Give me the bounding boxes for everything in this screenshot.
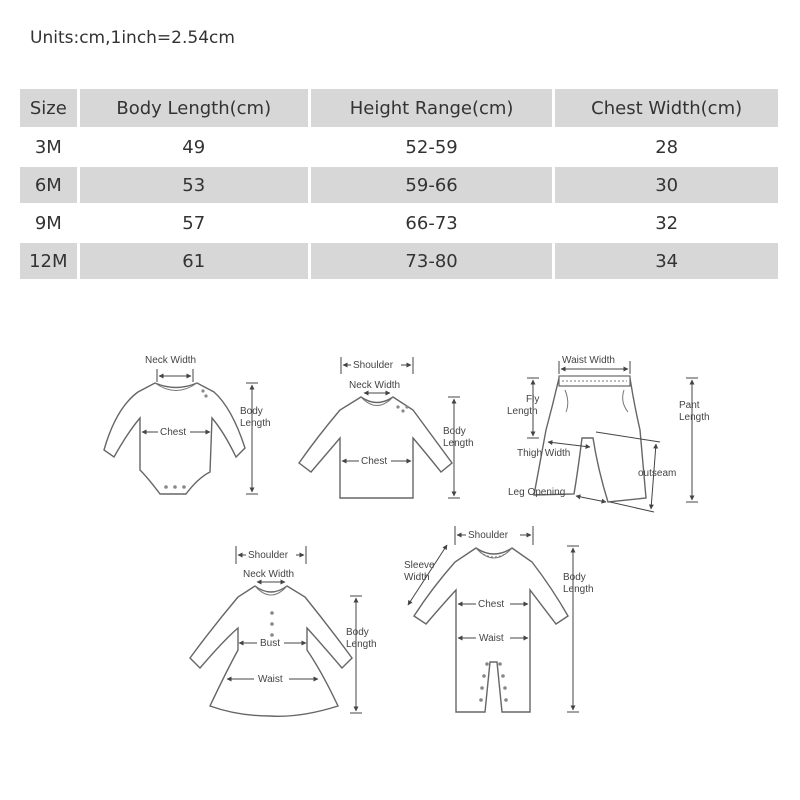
table-cell: 30: [555, 167, 778, 203]
label-neck-width: Neck Width: [243, 569, 295, 580]
table-cell: 61: [80, 243, 308, 279]
table-cell: 9M: [20, 205, 77, 241]
dress-button: [270, 611, 274, 615]
snap-button: [201, 389, 204, 392]
column-header-chest-width: Chest Width(cm): [555, 89, 778, 127]
snap-button: [396, 405, 399, 408]
label-body-length-line2: Length: [443, 438, 474, 449]
label-chest: Chest: [478, 599, 505, 610]
snap-button: [501, 674, 505, 678]
table-cell: 66-73: [311, 205, 552, 241]
bodysuit-diagram: [104, 355, 271, 494]
dress-diagram: [190, 546, 377, 716]
table-cell: 49: [80, 129, 308, 165]
label-pant-length-line2: Length: [679, 412, 710, 423]
table-cell: 73-80: [311, 243, 552, 279]
label-sleeve-width-line2: Width: [404, 572, 430, 583]
table-cell: 3M: [20, 129, 77, 165]
label-body-length-line1: Body: [443, 426, 466, 437]
table-cell: 32: [555, 205, 778, 241]
label-pant-length-line1: Pant: [679, 400, 700, 411]
table-cell: 28: [555, 129, 778, 165]
table-cell: 57: [80, 205, 308, 241]
label-body-length-line1: Body: [240, 406, 263, 417]
romper-outline: [414, 548, 568, 712]
snap-button: [405, 405, 408, 408]
label-outseam: outseam: [638, 468, 677, 479]
romper-diagram: [404, 526, 594, 712]
pants-diagram: [507, 355, 710, 512]
snap-button: [173, 485, 177, 489]
label-shoulder: Shoulder: [353, 360, 394, 371]
units-note: Units:cm,1inch=2.54cm: [30, 28, 235, 48]
tshirt-outline: [299, 397, 452, 498]
snap-button: [503, 686, 507, 690]
snap-button: [182, 485, 186, 489]
label-thigh-width: Thigh Width: [517, 448, 571, 459]
label-waist: Waist: [479, 633, 504, 644]
snap-button: [204, 394, 207, 397]
label-bust: Bust: [260, 638, 281, 649]
snap-button: [504, 698, 508, 702]
label-waist: Waist: [258, 674, 283, 685]
column-header-size: Size: [20, 89, 77, 127]
label-sleeve-width-line1: Sleeve: [404, 560, 435, 571]
snap-button: [479, 698, 483, 702]
column-header-body-length: Body Length(cm): [80, 89, 308, 127]
label-fly-length-line1: Fly: [526, 394, 540, 405]
table-cell: 12M: [20, 243, 77, 279]
snap-button: [482, 674, 486, 678]
label-waist-width: Waist Width: [562, 355, 615, 366]
dim-tick: [610, 502, 654, 512]
dress-button: [270, 622, 274, 626]
label-chest: Chest: [160, 427, 187, 438]
table-cell: 6M: [20, 167, 77, 203]
label-leg-opening: Leg Opening: [508, 487, 566, 498]
tshirt-diagram: [299, 357, 474, 498]
pants-outline: [534, 378, 646, 502]
label-shoulder: Shoulder: [248, 550, 289, 561]
label-fly-length-line2: Length: [507, 406, 538, 417]
table-cell: 52-59: [311, 129, 552, 165]
table-cell: 59-66: [311, 167, 552, 203]
snap-button: [480, 686, 484, 690]
label-chest: Chest: [361, 456, 388, 467]
snap-button: [164, 485, 168, 489]
label-body-length-line2: Length: [346, 639, 377, 650]
label-shoulder: Shoulder: [468, 530, 509, 541]
leg-opening-arrow: [576, 496, 606, 502]
bodysuit-outline: [104, 383, 245, 494]
snap-button: [485, 662, 489, 666]
snap-button: [401, 409, 404, 412]
label-neck-width: Neck Width: [349, 380, 401, 391]
table-cell: 34: [555, 243, 778, 279]
label-body-length-line1: Body: [346, 627, 369, 638]
table-cell: 53: [80, 167, 308, 203]
label-neck-width: Neck Width: [145, 355, 197, 366]
label-body-length-line2: Length: [240, 418, 271, 429]
label-body-length-line1: Body: [563, 572, 586, 583]
snap-button: [498, 662, 502, 666]
column-header-height-range: Height Range(cm): [311, 89, 552, 127]
dress-button: [270, 633, 274, 637]
label-body-length-line2: Length: [563, 584, 594, 595]
dress-outline: [190, 586, 352, 716]
